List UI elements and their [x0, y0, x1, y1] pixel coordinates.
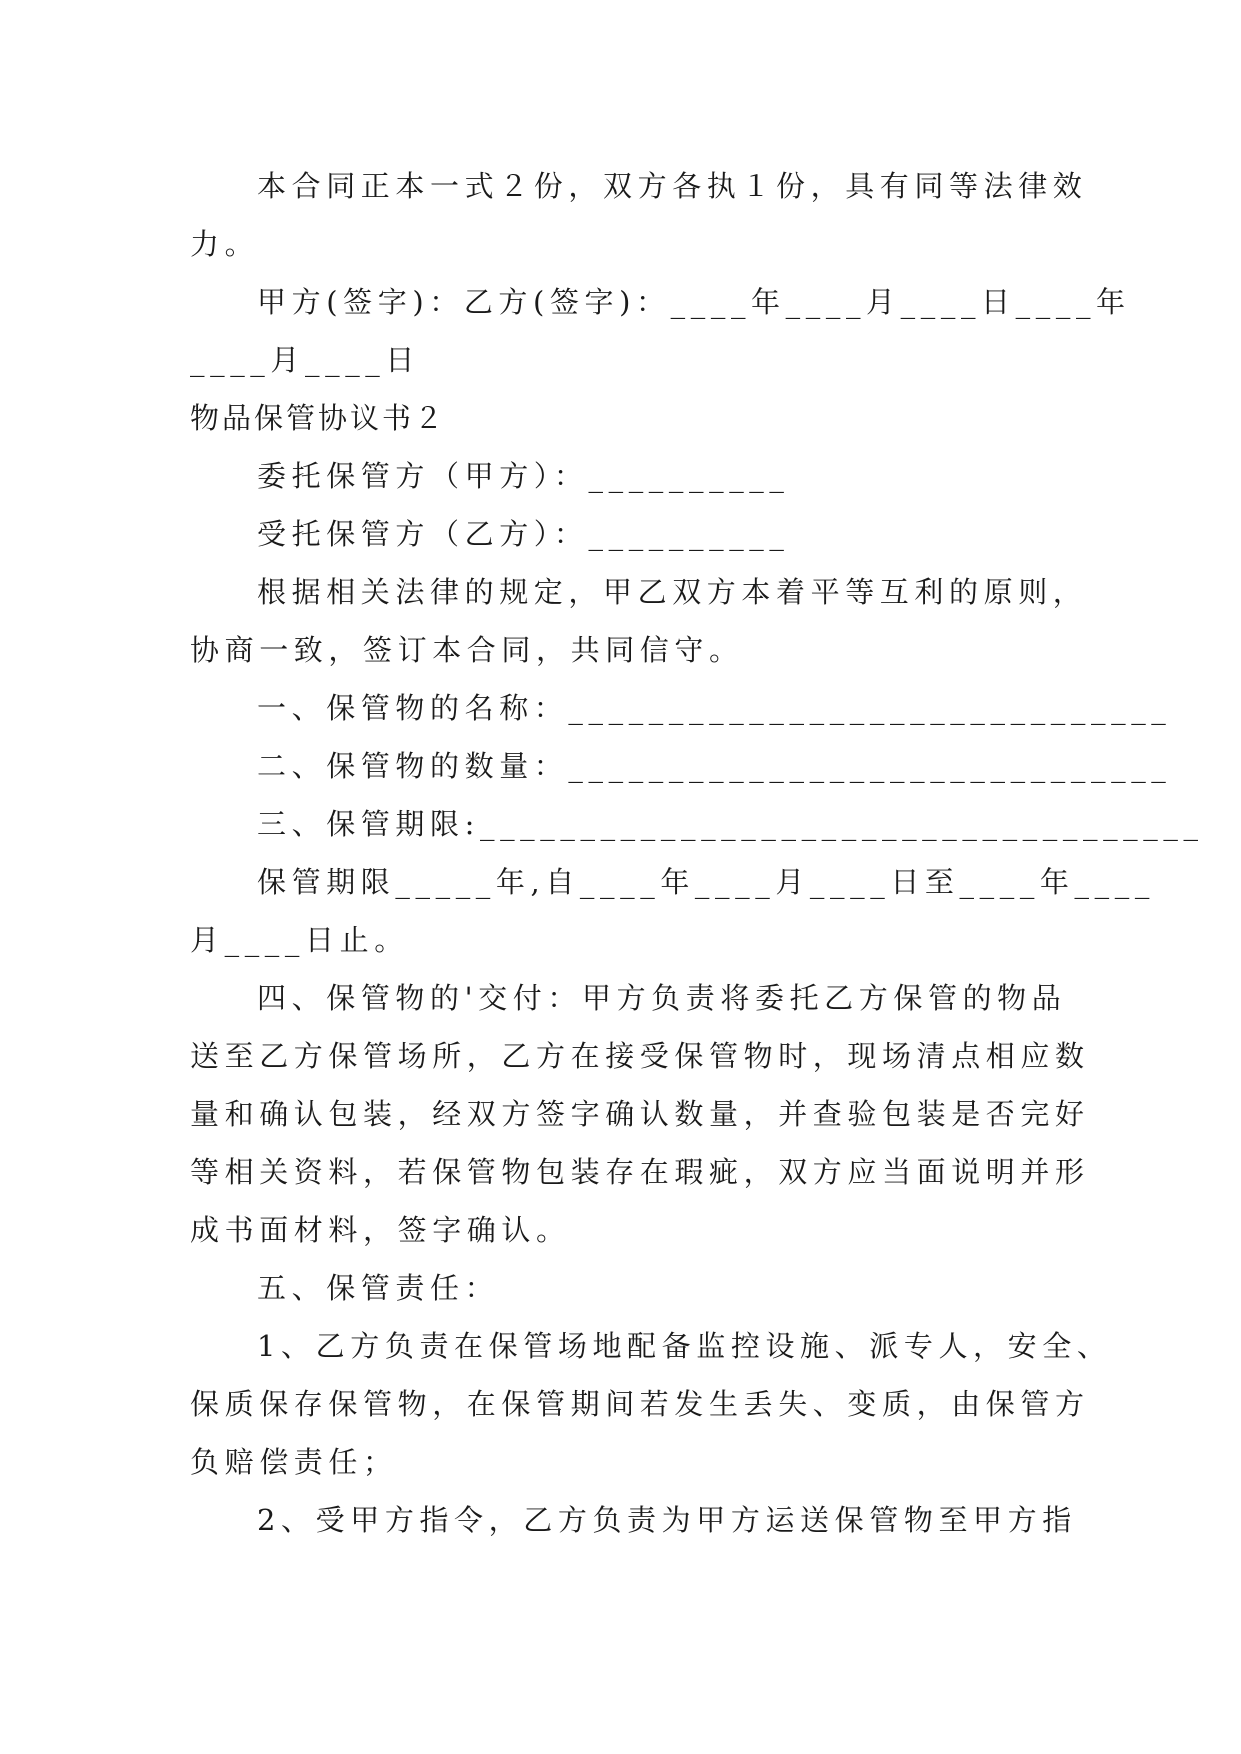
- party-b-field: 受托保管方（乙方）：__________: [257, 517, 790, 551]
- signature-line: 甲方(签字)：乙方(签字)：____年____月____日____年: [257, 285, 1131, 319]
- paragraph-line: 负赔偿责任；: [190, 1445, 398, 1479]
- section-heading: 物品保管协议书２: [190, 401, 447, 435]
- paragraph-line: 保质保存保管物，在保管期间若发生丢失、变质，由保管方: [190, 1387, 1090, 1421]
- paragraph-line: 本合同正本一式２份，双方各执１份，具有同等法律效: [257, 169, 1088, 203]
- paragraph-line: 2、受甲方指令，乙方负责为甲方运送保管物至甲方指: [257, 1503, 1077, 1537]
- paragraph-line: 力。: [190, 227, 260, 261]
- paragraph-line: 根据相关法律的规定，甲乙双方本着平等互利的原则，: [257, 575, 1088, 609]
- signature-line: ____月____日: [190, 343, 420, 377]
- paragraph-line: 送至乙方保管场所，乙方在接受保管物时，现场清点相应数: [190, 1039, 1090, 1073]
- paragraph-line: 月____日止。: [190, 923, 409, 957]
- clause-heading: 五、保管责任：: [257, 1271, 500, 1305]
- clause-item-quantity: 二、保管物的数量：______________________________: [257, 749, 1172, 783]
- paragraph-line: 等相关资料，若保管物包装存在瑕疵，双方应当面说明并形: [190, 1155, 1090, 1189]
- paragraph-line: 1、乙方负责在保管场地配备监控设施、派专人，安全、: [257, 1329, 1112, 1363]
- paragraph-line: 四、保管物的'交付：甲方负责将委托乙方保管的物品: [257, 981, 1067, 1015]
- paragraph-line: 量和确认包装，经双方签字确认数量，并查验包装是否完好: [190, 1097, 1090, 1131]
- party-a-field: 委托保管方（甲方）：__________: [257, 459, 790, 493]
- paragraph-line: 成书面材料，签字确认。: [190, 1213, 571, 1247]
- paragraph-line: 协商一致，签订本合同，共同信守。: [190, 633, 744, 667]
- clause-item-period: 三、保管期限:____________________________________: [257, 807, 1204, 841]
- paragraph-line: 保管期限_____年,自____年____月____日至____年____: [257, 865, 1155, 899]
- clause-item-name: 一、保管物的名称：______________________________: [257, 691, 1172, 725]
